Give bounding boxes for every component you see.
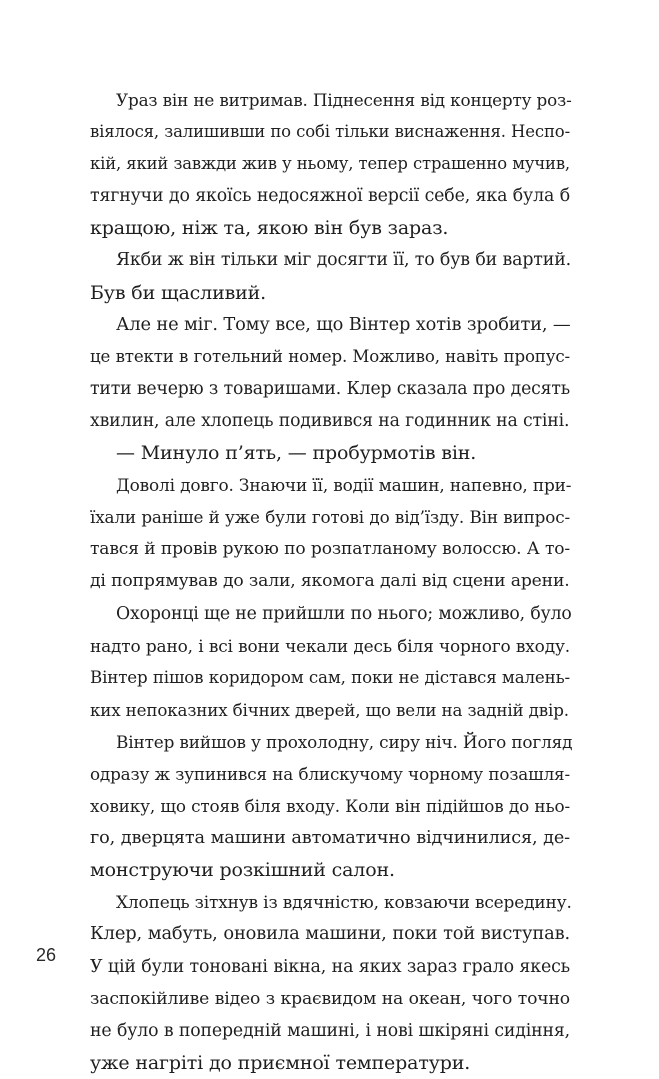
text-line: одразу ж зупинився на блискучому чорному позашля- bbox=[90, 763, 570, 784]
text-line: це втекти в готельний номер. Можливо, навіть пропус- bbox=[90, 346, 570, 366]
text-line: уже нагріті до приємної температури. bbox=[90, 1051, 471, 1074]
text-line: ді попрямував до зали, якомога далі від сцени арени. bbox=[90, 571, 570, 592]
text-line: заспокійливе відео з краєвидом на океан, чого точно bbox=[90, 988, 570, 1009]
paragraph bbox=[90, 886, 570, 1079]
body-text bbox=[90, 84, 573, 1079]
text-line: віялося, залишивши по собі тільки виснаження. Неспо- bbox=[90, 122, 570, 142]
text-line: Якби ж він тільки міг досягти її, то був би вартий. bbox=[116, 250, 572, 271]
text-line: У цій були тоновані вікна, на яких зараз грало якесь bbox=[90, 956, 570, 977]
text-line: Клер, мабуть, оновила машини, поки той виступав. bbox=[90, 923, 570, 945]
text-line: го, дверцята машини автоматично відчинилися, де- bbox=[90, 828, 570, 849]
paragraph bbox=[90, 469, 570, 597]
text-line: не було в попередній машині, і нові шкіряні сидіння, bbox=[90, 1020, 570, 1041]
text-line: ких непоказних бічних дверей, що вели на задній двір. bbox=[90, 699, 569, 720]
text-line: їхали раніше й уже були готові до від’їзду. Він випрос- bbox=[90, 507, 570, 528]
paragraph bbox=[90, 598, 570, 726]
text-line: Хлопець зітхнув із вдячністю, ковзаючи всередину. bbox=[116, 892, 572, 913]
text-line: тити вечерю з товаришами. Клер сказала про десять bbox=[90, 378, 570, 399]
text-line: — Минуло п’ять, — пробурмотів він. bbox=[116, 442, 477, 465]
text-line: ховику, що стояв біля входу. Коли він підійшов до ньо- bbox=[90, 796, 570, 817]
text-line: монструючи розкішний салон. bbox=[90, 859, 395, 882]
text-line: Охоронці ще не прийшли по нього; можливо, було bbox=[116, 603, 572, 624]
text-line: Вінтер вийшов у прохолодну, сиру ніч. Його погляд bbox=[116, 731, 573, 752]
text-line: Але не міг. Тому все, що Вінтер хотів зробити, — bbox=[116, 313, 571, 335]
paragraph bbox=[90, 437, 570, 469]
text-line: Ураз він не витримав. Піднесення від концерту роз- bbox=[116, 90, 572, 110]
text-line: надто рано, і всі вони чекали десь біля чорного входу. bbox=[90, 635, 570, 656]
paragraph bbox=[90, 309, 570, 437]
text-line: хвилин, але хлопець подивився на годинник на стіні. bbox=[90, 410, 570, 431]
text-line: Був би щасливий. bbox=[90, 281, 267, 304]
text-line: Вінтер пішов коридором сам, поки не дістався малень- bbox=[90, 667, 570, 687]
paragraph bbox=[90, 84, 570, 244]
paragraph bbox=[90, 726, 573, 886]
text-line: Доволі довго. Знаючи її, водії машин, напевно, при- bbox=[116, 475, 572, 496]
paragraph bbox=[90, 244, 570, 308]
text-line: тягнучи до якоїсь недосяжної версії себе, яка була б bbox=[90, 186, 570, 207]
text-line: тався й провів рукою по розпатланому волоссю. А то- bbox=[90, 539, 570, 560]
page-number: 26 bbox=[36, 945, 57, 965]
text-line: кращою, ніж та, якою він був зараз. bbox=[90, 217, 449, 240]
text-line: кій, який завжди жив у ньому, тепер страшенно мучив, bbox=[90, 154, 570, 174]
